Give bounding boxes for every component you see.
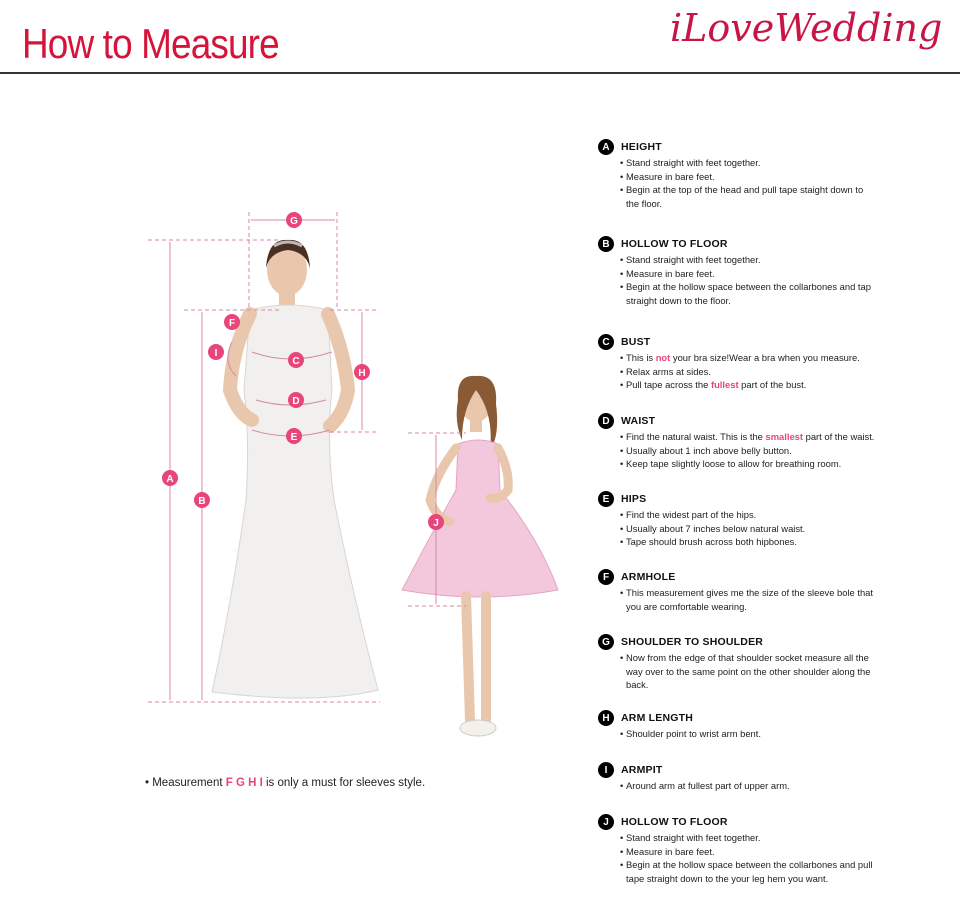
marker-a xyxy=(162,470,178,486)
item-waist xyxy=(598,412,898,471)
item-armhole xyxy=(598,568,898,613)
item-title: BUST xyxy=(621,336,651,348)
item-line: • Stand straight with feet together. xyxy=(620,156,898,170)
item-title: ARMPIT xyxy=(621,764,663,776)
girl-neck xyxy=(470,418,482,432)
marker-j-label: J xyxy=(433,518,439,529)
line-text: your bra size!Wear a bra when you measure. xyxy=(670,352,860,363)
item-line: you are comfortable wearing. xyxy=(626,600,747,612)
item-line: • Find the widest part of the hips. xyxy=(620,508,898,522)
badge-d: D xyxy=(598,413,614,429)
marker-g xyxy=(286,212,302,228)
item-line: • Begin at the top of the head and pull tape staight down to xyxy=(620,183,898,197)
item-line: straight down to the floor. xyxy=(626,294,731,306)
item-line: • Now from the edge of that shoulder socket measure all the xyxy=(620,651,898,665)
line-text: Pull tape across the xyxy=(626,379,711,391)
sleeve-note-letters: F G H I xyxy=(225,777,263,789)
item-line: • Measure in bare feet. xyxy=(620,267,898,281)
marker-c-label: C xyxy=(292,356,300,367)
badge-c: C xyxy=(598,334,614,350)
item-bust xyxy=(598,333,898,392)
marker-b-label: B xyxy=(198,496,206,507)
item-hollow-to-floor-short xyxy=(598,813,898,885)
item-title: HIPS xyxy=(621,493,647,505)
line-text: This is xyxy=(626,352,656,363)
item-title: HOLLOW TO FLOOR xyxy=(621,816,728,828)
item-line: • This measurement gives me the size of the sleeve bole that xyxy=(620,586,898,600)
item-line: • Stand straight with feet together. xyxy=(620,831,898,845)
bride-figure xyxy=(212,240,378,698)
item-arm-length xyxy=(598,709,898,741)
item-line: • Stand straight with feet together. xyxy=(620,253,898,267)
item-line: • Usually about 7 inches below natural waist. xyxy=(620,522,898,536)
girl-figure xyxy=(402,376,558,736)
measure-illustration xyxy=(140,200,580,760)
item-line: back. xyxy=(626,679,649,691)
badge-j: J xyxy=(598,814,614,830)
item-title: WAIST xyxy=(621,415,656,427)
marker-g-label: G xyxy=(290,216,298,227)
marker-a-label: A xyxy=(166,474,174,485)
item-hollow-to-floor xyxy=(598,235,898,307)
badge-i: I xyxy=(598,762,614,778)
item-title: HEIGHT xyxy=(621,141,662,153)
item-line: • Measure in bare feet. xyxy=(620,845,898,859)
item-hips xyxy=(598,490,898,549)
line-text: Find the natural waist. This is the xyxy=(626,431,766,442)
item-line: • Begin at the hollow space between the collarbones and pull xyxy=(620,858,898,872)
sleeve-note-suffix: is only a must for sleeves style. xyxy=(262,777,426,789)
marker-j xyxy=(428,514,444,530)
line-highlight: fullest xyxy=(710,379,739,391)
marker-d xyxy=(288,392,304,408)
page-title: How to Measure xyxy=(22,20,279,67)
marker-e xyxy=(286,428,302,444)
line-highlight: not xyxy=(655,352,671,363)
sleeve-note-prefix: • Measurement xyxy=(145,777,226,789)
item-title: ARM LENGTH xyxy=(621,712,693,724)
girl-left-leg xyxy=(466,596,470,720)
brand-logo xyxy=(670,6,942,50)
badge-g: G xyxy=(598,634,614,650)
line-highlight: smallest xyxy=(765,431,804,442)
marker-e-label: E xyxy=(290,432,298,443)
marker-i-label: I xyxy=(214,348,218,359)
item-height xyxy=(598,138,898,210)
item-line: way over to the same point on the other shoulder along the xyxy=(626,665,871,677)
marker-d-label: D xyxy=(292,396,300,407)
line-text: part of the bust. xyxy=(738,379,807,391)
item-line: • Around arm at fullest part of upper arm. xyxy=(620,779,898,793)
sleeve-note xyxy=(145,777,425,789)
item-line xyxy=(620,378,898,392)
item-line xyxy=(620,430,898,444)
marker-f xyxy=(224,314,240,330)
girl-dress xyxy=(402,440,558,597)
marker-c xyxy=(288,352,304,368)
badge-a: A xyxy=(598,139,614,155)
marker-f-label: F xyxy=(228,318,236,329)
item-line: • Keep tape slightly loose to allow for breathing room. xyxy=(620,457,898,471)
item-line: • Usually about 1 inch above belly button. xyxy=(620,444,898,458)
item-title: SHOULDER TO SHOULDER xyxy=(621,636,764,648)
item-title: ARMHOLE xyxy=(621,571,676,583)
item-line: • Shoulder point to wrist arm bent. xyxy=(620,727,898,741)
measure-figure-svg xyxy=(140,200,580,760)
item-line: • Begin at the hollow space between the collarbones and tap xyxy=(620,280,898,294)
line-text: part of the waist. xyxy=(803,431,875,442)
badge-b: B xyxy=(598,236,614,252)
item-line: • Measure in bare feet. xyxy=(620,170,898,184)
badge-h: H xyxy=(598,710,614,726)
marker-i xyxy=(208,344,224,360)
badge-e: E xyxy=(598,491,614,507)
item-title: HOLLOW TO FLOOR xyxy=(621,238,728,250)
marker-h xyxy=(354,364,370,380)
item-shoulder-to-shoulder xyxy=(598,633,898,692)
header-divider xyxy=(0,72,960,74)
marker-b xyxy=(194,492,210,508)
item-line: tape straight down to the your leg hem you want. xyxy=(626,872,829,884)
brand-logo-text: iLoveWedding xyxy=(670,6,943,50)
item-line: the floor. xyxy=(626,197,662,209)
item-line: • Relax arms at sides. xyxy=(620,365,898,379)
badge-f: F xyxy=(598,569,614,585)
item-line: • Tape should brush across both hipbones. xyxy=(620,535,898,549)
item-line xyxy=(620,351,898,365)
girl-shoes xyxy=(460,720,496,736)
marker-h-label: H xyxy=(358,368,366,379)
item-armpit xyxy=(598,761,898,793)
